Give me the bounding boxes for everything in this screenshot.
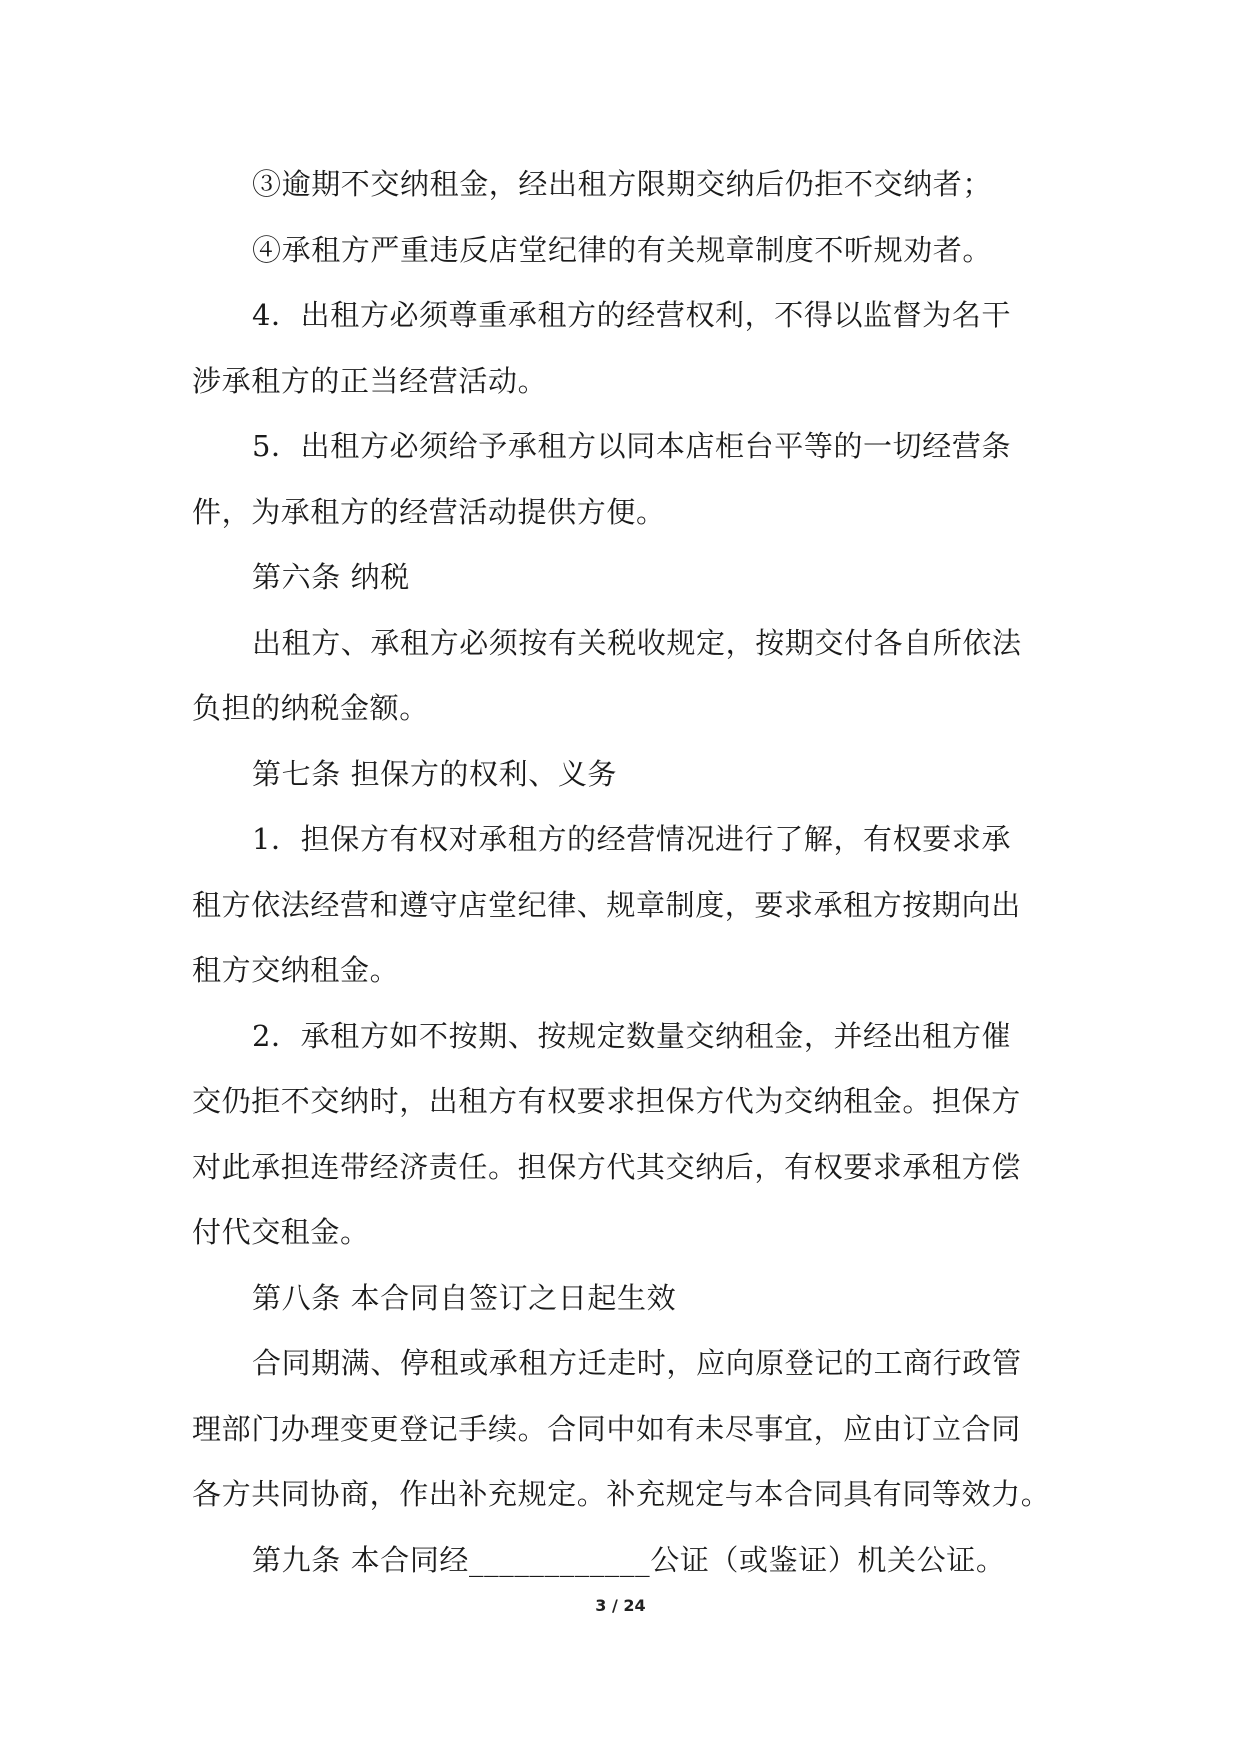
text-line: 4．出租方必须尊重承租方的经营权利，不得以监督为名干	[252, 298, 1012, 332]
text-line: 出租方、承租方必须按有关税收规定，按期交付各自所依法	[252, 625, 1022, 660]
page-number: 3 / 24	[595, 1596, 646, 1615]
text-line: 付代交租金。	[192, 1215, 370, 1249]
text-line: 各方共同协商，作出补充规定。补充规定与本合同具有同等效力。	[192, 1477, 1051, 1511]
section-heading: 第九条 本合同经____________公证（或鉴证）机关公证。	[252, 1542, 1006, 1577]
text-line: ③逾期不交纳租金，经出租方限期交纳后仍拒不交纳者；	[252, 167, 993, 201]
text-line: 涉承租方的正当经营活动。	[192, 363, 548, 398]
text-line: 负担的纳税金额。	[192, 691, 429, 725]
text-line: 件，为承租方的经营活动提供方便。	[192, 494, 666, 529]
section-heading: 第七条 担保方的权利、义务	[252, 756, 618, 791]
text-line: 租方交纳租金。	[192, 953, 400, 987]
section-heading: 第八条 本合同自签订之日起生效	[252, 1280, 677, 1315]
text-line: 2．承租方如不按期、按规定数量交纳租金，并经出租方催	[252, 1018, 1012, 1053]
text-line: ④承租方严重违反店堂纪律的有关规章制度不听规劝者。	[252, 232, 993, 267]
text-line: 1．担保方有权对承租方的经营情况进行了解，有权要求承	[252, 822, 1012, 856]
section-heading: 第六条 纳税	[252, 560, 410, 594]
text-line: 租方依法经营和遵守店堂纪律、规章制度，要求承租方按期向出	[192, 887, 1021, 922]
text-line: 5．出租方必须给予承租方以同本店柜台平等的一切经营条	[252, 429, 1012, 463]
text-line: 对此承担连带经济责任。担保方代其交纳后，有权要求承租方偿	[192, 1149, 1021, 1184]
document-body	[192, 152, 1052, 1593]
text-line: 合同期满、停租或承租方迁走时，应向原登记的工商行政管	[252, 1346, 1022, 1380]
text-line: 理部门办理变更登记手续。合同中如有未尽事宜，应由订立合同	[192, 1411, 1021, 1446]
text-line: 交仍拒不交纳时，出租方有权要求担保方代为交纳租金。担保方	[192, 1084, 1021, 1118]
